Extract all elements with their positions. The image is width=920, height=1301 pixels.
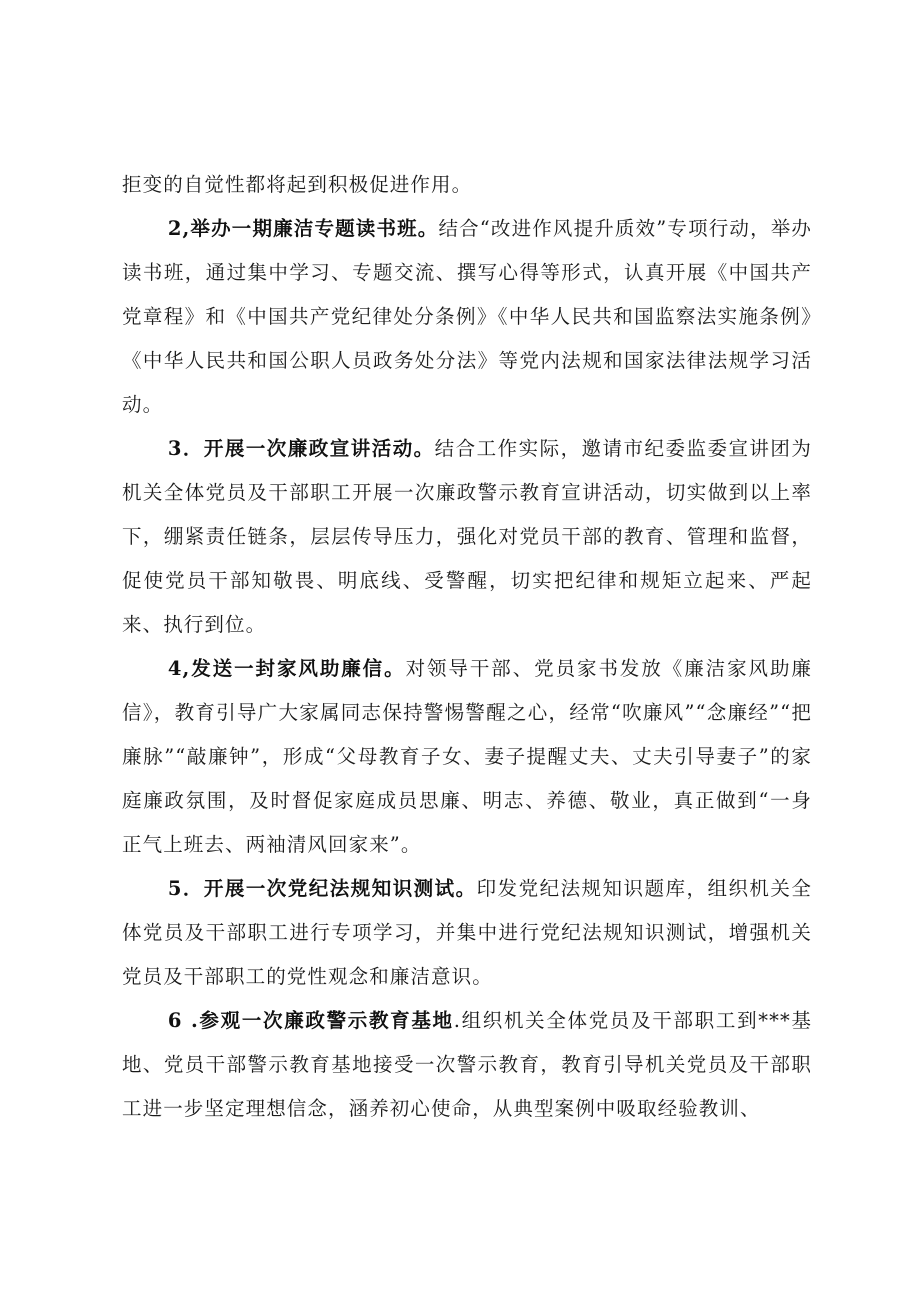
item-paragraph-4	[122, 647, 812, 867]
item-body-3: 结合工作实际，邀请市纪委监委宣讲团为机关全体党员及干部职工开展一次廉政警示教育宣讲活动，切实做到以上率下，绷紧责任链条，层层传导压力，强化对党员干部的教育、管理和监督，促使党员干部知敬畏、明底线、受警醒，切实把纪律和规矩立起来、严起来、执行到位。	[122, 437, 812, 636]
item-body-2: 结合“改进作风提升质效”专项行动，举办读书班，通过集中学习、专题交流、撰写心得等形式，认真开展《中国共产党章程》和《中国共产党纪律处分条例》《中华人民共和国监察法实施条例》《中华人民共和国公职人员政务处分法》等党内法规和国家法律法规学习活动。	[122, 217, 812, 416]
item-heading-6: 6 .参观一次廉政警示教育基地	[167, 1009, 454, 1032]
item-paragraph-6	[122, 999, 812, 1131]
item-heading-3: 3．开展一次廉政宣讲活动。	[167, 437, 435, 460]
continuation-paragraph	[122, 163, 812, 207]
item-paragraph-5	[122, 867, 812, 999]
item-paragraph-2	[122, 207, 812, 427]
item-body-5: 印发党纪法规知识题库，组织机关全体党员及干部职工进行专项学习，并集中进行党纪法规知识测试，增强机关党员及干部职工的党性观念和廉洁意识。	[122, 877, 812, 988]
item-body-4: 对领导干部、党员家书发放《廉洁家风助廉信》，教育引导广大家属同志保持警惕警醒之心，经常“吹廉风”“念廉经”“把廉脉”“敲廉钟”，形成“父母教育子女、妻子提醒丈夫、丈夫引导妻子”的家庭廉政氛围，及时督促家庭成员思廉、明志、养德、敬业，真正做到“一身正气上班去、两袖清风回家来”。	[122, 657, 812, 856]
item-heading-4: 4,发送一封家风助廉信。	[167, 657, 406, 680]
item-paragraph-3	[122, 427, 812, 647]
item-heading-2: 2,举办一期廉洁专题读书班。	[167, 217, 439, 240]
item-heading-5: 5．开展一次党纪法规知识测试。	[167, 877, 477, 900]
document-body	[122, 163, 812, 1131]
continuation-text: 拒变的自觉性都将起到积极促进作用。	[122, 173, 473, 196]
item-body-6: .组织机关全体党员及干部职工到***基地、党员干部警示教育基地接受一次警示教育，教育引导机关党员及干部职工进一步坚定理想信念，涵养初心使命，从典型案例中吸取经验教训、	[122, 1009, 812, 1120]
